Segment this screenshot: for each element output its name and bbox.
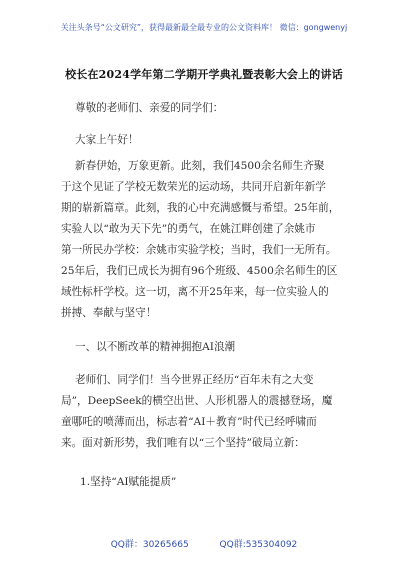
salutation: 尊敬的老师们、亲爱的同学们： [75,102,224,114]
paragraph-line: 童哪吒的喷薄而出，标志着“AI＋教育”时代已经呼啸而 [61,416,317,428]
paragraph-line: 老师们、同学们！当今世界正经历“百年未有之大变 [75,374,314,386]
footer-qq-1: QQ群：30265665 [110,540,189,550]
footer-contacts [0,537,408,550]
greeting: 大家上午好！ [75,134,139,146]
paragraph-line: 实验人以“敢为天下先”的勇气，在姚江畔创建了余姚市 [61,223,316,235]
paragraph-line: 拼搏、奉献与坚守！ [61,307,157,319]
paragraph-line: 25年后，我们已成长为拥有96个班级、4500余名师生的区 [61,265,338,277]
paragraph-line: 局”，DeepSeek的横空出世、人形机器人的震撼登场，魔 [61,395,333,407]
paragraph-2 [61,370,343,454]
footer-qq-2: QQ群:535304092 [219,540,298,550]
subheading-1: 1.坚持“AI赋能提质” [80,476,177,488]
section-heading-1: 一、以不断改革的精神拥抱AI浪潮 [75,341,236,353]
paragraph-line: 期的崭新篇章。此刻，我的心中充满感慨与希望。25年前， [61,202,340,214]
paragraph-line: 于这个见证了学校无数荣光的运动场，共同开启新年新学 [61,181,326,193]
paragraph-line: 新春伊始，万象更新。此刻，我们4500余名师生齐聚 [75,160,325,172]
paragraph-line: 第一所民办学校：余姚市实验学校；当时，我们一无所有。 [61,244,337,256]
paragraph-1 [61,156,343,324]
header-banner: 关注头条号“公文研究”，获得最新最全最专业的公文资料库！ 微信：gongwenyj [60,23,348,32]
paragraph-line: 来。面对新形势，我们唯有以“三个坚持”破局立新： [61,437,305,449]
document-title: 校长在2024学年第二学期开学典礼暨表彰大会上的讲话 [65,68,343,81]
paragraph-line: 域性标杆学校。这一切，离不开25年来，每一位实验人的 [61,286,329,298]
